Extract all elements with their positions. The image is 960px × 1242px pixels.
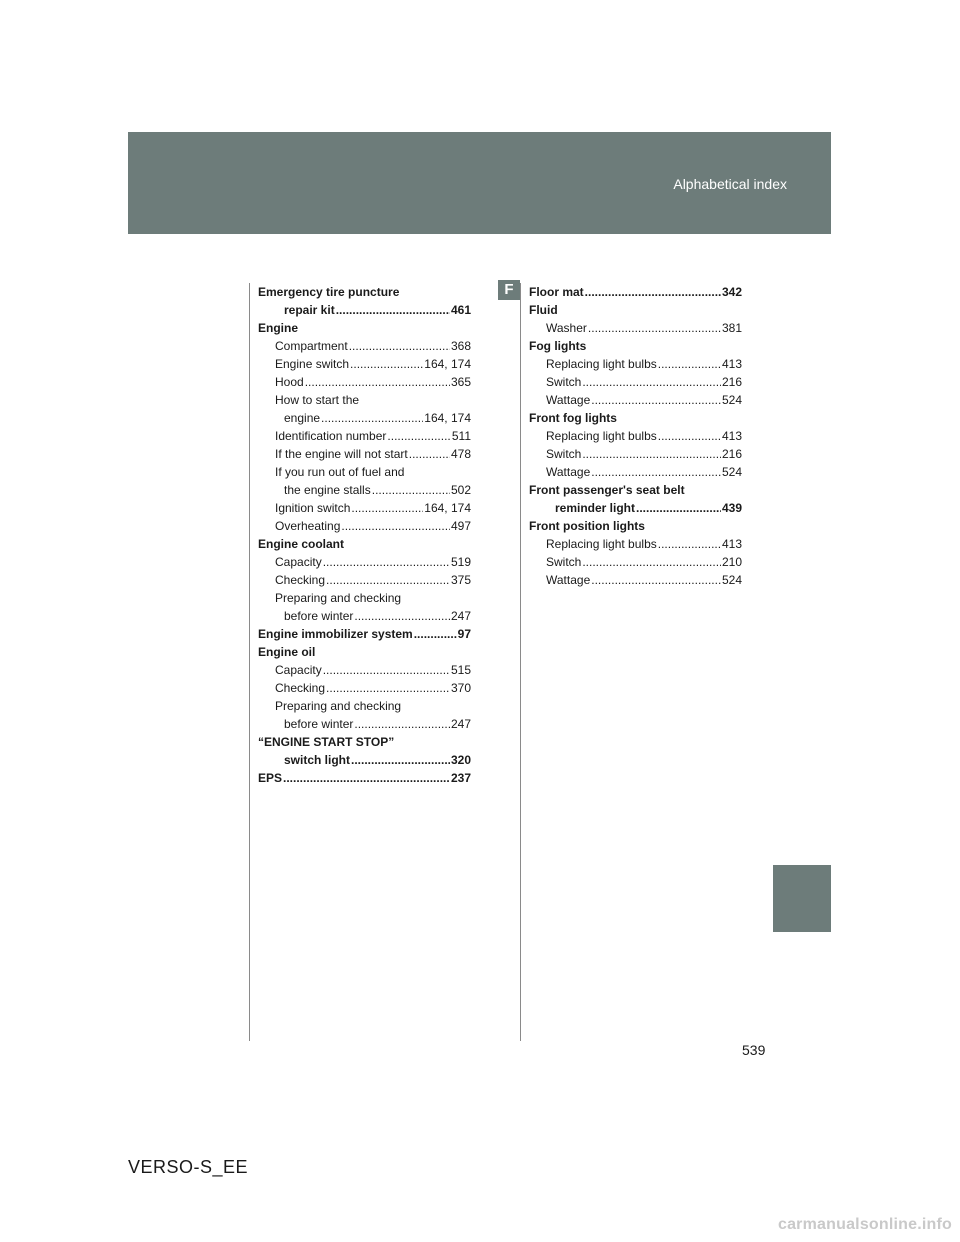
index-entry-text: Engine immobilizer system [258, 627, 413, 641]
index-entry-page[interactable]: 375 [450, 573, 471, 587]
index-entry-page[interactable]: 365 [450, 375, 471, 389]
dot-leader [350, 355, 423, 373]
index-entry-text: Capacity [275, 663, 322, 677]
index-entry-page[interactable]: 368 [450, 339, 471, 353]
index-entry-text: Wattage [546, 465, 591, 479]
index-entry-page[interactable]: 381 [721, 321, 742, 335]
index-entry-page[interactable]: 478 [450, 447, 471, 461]
index-entry-page[interactable]: 519 [450, 555, 471, 569]
index-entry-text: before winter [284, 609, 354, 623]
index-entry-page[interactable]: 413 [721, 357, 742, 371]
dot-leader [305, 373, 450, 391]
index-entry-text: Replacing light bulbs [546, 357, 657, 371]
dot-leader [326, 679, 450, 697]
index-entry-text: Fog lights [529, 339, 587, 353]
index-entry [258, 337, 471, 355]
index-entry-page[interactable]: 515 [450, 663, 471, 677]
index-entry [258, 283, 471, 301]
dot-leader [354, 607, 450, 625]
dot-leader [321, 409, 423, 427]
dot-leader [354, 715, 450, 733]
index-entry-text: How to start the [275, 393, 360, 407]
index-entry [529, 301, 742, 319]
index-entry-text: reminder light [555, 501, 636, 515]
index-entry-page[interactable]: 237 [450, 771, 471, 785]
index-entry-page[interactable]: 164, 174 [424, 411, 471, 425]
index-entry-page[interactable]: 370 [450, 681, 471, 695]
index-entry [529, 445, 742, 463]
index-entry-text: Switch [546, 375, 582, 389]
dot-leader [283, 769, 450, 787]
index-entry [258, 571, 471, 589]
index-entry [258, 661, 471, 679]
index-entry [258, 751, 471, 769]
dot-leader [326, 571, 450, 589]
index-entry-text: Front passenger's seat belt [529, 483, 685, 497]
column-divider-middle [520, 283, 521, 1041]
dot-leader [591, 391, 721, 409]
index-entry [529, 553, 742, 571]
dot-leader [323, 661, 450, 679]
index-entry [258, 391, 471, 409]
index-entry-text: Washer [546, 321, 587, 335]
dot-leader [351, 751, 450, 769]
section-thumb-tab [773, 865, 831, 932]
index-entry [258, 715, 471, 733]
index-entry-text: Wattage [546, 573, 591, 587]
index-entry-text: Preparing and checking [275, 591, 402, 605]
dot-leader [351, 499, 423, 517]
index-entry-page[interactable]: 97 [457, 627, 471, 641]
index-entry-text: Preparing and checking [275, 699, 402, 713]
dot-leader [591, 571, 721, 589]
page-header [128, 132, 831, 234]
index-entry [258, 301, 471, 319]
dot-leader [323, 553, 450, 571]
index-entry-page[interactable]: 502 [450, 483, 471, 497]
index-entry [258, 679, 471, 697]
dot-leader [414, 625, 457, 643]
index-entry-text: switch light [284, 753, 350, 767]
index-entry-text: If the engine will not start [275, 447, 408, 461]
index-entry-text: Engine [258, 321, 299, 335]
index-entry [258, 373, 471, 391]
header-title: Alphabetical index [673, 176, 787, 192]
index-entry-text: Identification number [275, 429, 387, 443]
dot-leader [372, 481, 450, 499]
index-entry [258, 697, 471, 715]
index-entry [258, 427, 471, 445]
dot-leader [636, 499, 721, 517]
index-entry-text: Replacing light bulbs [546, 429, 657, 443]
index-entry [258, 589, 471, 607]
index-entry-text: Checking [275, 681, 326, 695]
index-entry-text: Engine switch [275, 357, 350, 371]
footer-code: VERSO-S_EE [128, 1157, 249, 1177]
index-entry-text: the engine stalls [284, 483, 371, 497]
section-letter-tab: F [498, 280, 520, 300]
page-number: 539 [742, 1042, 766, 1058]
index-entry-text: repair kit [284, 303, 335, 317]
index-entry [258, 553, 471, 571]
index-entry-page[interactable]: 247 [450, 717, 471, 731]
index-entry [258, 643, 471, 661]
index-entry-text: Front fog lights [529, 411, 617, 425]
dot-leader [591, 463, 721, 481]
index-entry-page[interactable]: 413 [721, 429, 742, 443]
index-entry-page[interactable]: 247 [450, 609, 471, 623]
index-entry-text: If you run out of fuel and [275, 465, 405, 479]
dot-leader [658, 355, 721, 373]
index-entry-text: Capacity [275, 555, 322, 569]
index-entry [529, 319, 742, 337]
index-entry-page[interactable]: 524 [721, 573, 742, 587]
index-entry [258, 733, 471, 751]
index-entry [258, 481, 471, 499]
index-entry [258, 535, 471, 553]
index-entry [529, 355, 742, 373]
index-entry [529, 337, 742, 355]
index-entry-text: Emergency tire puncture [258, 285, 400, 299]
index-entry [529, 283, 742, 301]
index-entry-text: Switch [546, 555, 582, 569]
dot-leader [336, 301, 450, 319]
index-entry [529, 499, 742, 517]
index-entry-text: Overheating [275, 519, 341, 533]
index-entry-text: Hood [275, 375, 304, 389]
index-entry [258, 319, 471, 337]
dot-leader [585, 283, 721, 301]
index-entry-page[interactable]: 413 [721, 537, 742, 551]
index-entry-text: EPS [258, 771, 283, 785]
index-entry-page[interactable]: 439 [721, 501, 742, 515]
index-entry-text: Engine coolant [258, 537, 345, 551]
dot-leader [658, 427, 721, 445]
index-entry-page[interactable]: 216 [721, 447, 742, 461]
index-entry-text: Floor mat [529, 285, 584, 299]
index-entry-text: before winter [284, 717, 354, 731]
index-entry [258, 625, 471, 643]
dot-leader [387, 427, 450, 445]
dot-leader [582, 553, 721, 571]
index-entry [258, 517, 471, 535]
index-entry [258, 445, 471, 463]
index-entry-page[interactable]: 216 [721, 375, 742, 389]
dot-leader [658, 535, 721, 553]
index-entry [258, 355, 471, 373]
index-entry-text: Front position lights [529, 519, 645, 533]
index-entry-page[interactable]: 320 [450, 753, 471, 767]
index-entry-text: Replacing light bulbs [546, 537, 657, 551]
index-entry-text: Engine oil [258, 645, 316, 659]
index-entry-text: Checking [275, 573, 326, 587]
index-entry-page[interactable]: 210 [721, 555, 742, 569]
index-entry-text: Fluid [529, 303, 558, 317]
index-column-right [529, 283, 742, 589]
index-entry-page[interactable]: 164, 174 [424, 501, 471, 515]
index-entry-text: Wattage [546, 393, 591, 407]
index-entry [258, 769, 471, 787]
index-entry [529, 535, 742, 553]
index-entry-page[interactable]: 497 [450, 519, 471, 533]
dot-leader [582, 373, 721, 391]
dot-leader [588, 319, 721, 337]
index-entry [529, 571, 742, 589]
column-divider-left [249, 283, 250, 1041]
index-entry [529, 409, 742, 427]
index-entry-text: Compartment [275, 339, 348, 353]
index-entry [258, 607, 471, 625]
index-entry [529, 427, 742, 445]
index-entry-text: Switch [546, 447, 582, 461]
index-entry [258, 409, 471, 427]
index-entry [529, 373, 742, 391]
index-entry-page[interactable]: 164, 174 [424, 357, 471, 371]
index-entry-page[interactable]: 524 [721, 465, 742, 479]
index-entry-page[interactable]: 342 [721, 285, 742, 299]
index-entry-page[interactable]: 461 [450, 303, 471, 317]
dot-leader [341, 517, 450, 535]
dot-leader [409, 445, 450, 463]
index-entry [529, 481, 742, 499]
index-entry-text: engine [284, 411, 321, 425]
watermark: carmanualsonline.info [777, 1216, 952, 1233]
index-entry-page[interactable]: 511 [451, 429, 471, 443]
dot-leader [582, 445, 721, 463]
index-entry [529, 517, 742, 535]
index-entry-text: “ENGINE START STOP” [258, 735, 395, 749]
index-column-left [258, 283, 471, 787]
index-entry [258, 499, 471, 517]
index-entry [529, 463, 742, 481]
index-entry [529, 391, 742, 409]
index-entry-text: Ignition switch [275, 501, 351, 515]
index-entry [258, 463, 471, 481]
dot-leader [349, 337, 450, 355]
index-entry-page[interactable]: 524 [721, 393, 742, 407]
